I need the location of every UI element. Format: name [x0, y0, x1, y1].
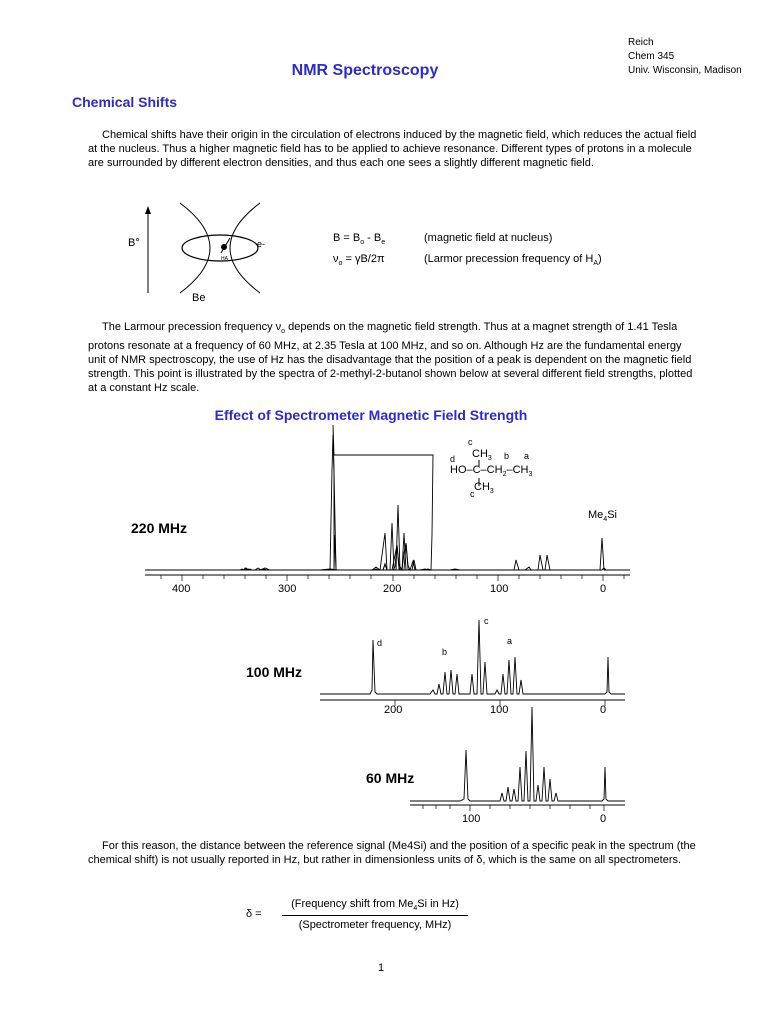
- page-title: NMR Spectroscopy: [291, 62, 439, 79]
- tick-220-0: 0: [600, 583, 607, 595]
- eq2-desc: (Larmor precession frequency of H: [424, 253, 594, 265]
- equation-2-description: [424, 253, 602, 267]
- electron-orbit: [182, 235, 258, 261]
- mol-chain-end-sub: 3: [528, 471, 533, 479]
- ticks-60: [423, 805, 604, 811]
- formula-num-a: (Frequency shift from Me: [291, 898, 414, 910]
- section-title: Chemical Shifts: [72, 94, 178, 110]
- page-number: 1: [378, 962, 385, 974]
- mol-ch3-top-text: CH: [472, 448, 488, 460]
- peak-label-b: b: [442, 647, 448, 657]
- ha-label: HA: [221, 256, 228, 262]
- tick-100-200: 200: [384, 704, 403, 716]
- label-100mhz: 100 MHz: [246, 664, 303, 680]
- mol-d: d: [450, 454, 456, 464]
- header-author: Reich: [628, 37, 654, 48]
- header-course: Chem 345: [628, 51, 675, 62]
- paragraph-2-a: The Larmour precession frequency ν: [102, 321, 282, 333]
- peak-label-d: d: [377, 638, 383, 648]
- mol-b: b: [504, 451, 510, 461]
- figure-title: Effect of Spectrometer Magnetic Field Strength: [214, 407, 528, 423]
- b0-arrowhead: [145, 206, 151, 214]
- be-label: Be: [192, 292, 206, 304]
- eq1-sub-e: e: [381, 239, 386, 247]
- tick-100-0: 0: [600, 704, 607, 716]
- peak-label-a: a: [507, 636, 513, 646]
- mol-ch3-top-sub: 3: [487, 455, 492, 463]
- tick-60-100: 100: [462, 813, 481, 825]
- eq2-lhs: ν: [333, 253, 339, 265]
- mol-a: a: [524, 451, 530, 461]
- tick-220-200: 200: [383, 583, 402, 595]
- induced-field-line-right: [230, 203, 260, 293]
- formula-num-b: Si in Hz): [417, 898, 459, 910]
- tick-220-400: 400: [172, 583, 191, 595]
- peak-label-c: c: [484, 616, 489, 626]
- eq1-mid: - B: [364, 232, 382, 244]
- header-university: Univ. Wisconsin, Madison: [628, 65, 742, 76]
- label-220mhz: 220 MHz: [131, 520, 188, 536]
- induced-field-line-left: [180, 203, 210, 293]
- electron-label: e-: [257, 239, 266, 249]
- mol-chain-end: –CH: [506, 464, 529, 476]
- label-60mhz: 60 MHz: [366, 770, 415, 786]
- equation-1-description: (magnetic field at nucleus): [424, 232, 553, 244]
- formula-denominator: (Spectrometer frequency, MHz): [298, 919, 452, 931]
- paragraph-3: [88, 839, 698, 867]
- electron-circulation-diagram: [120, 198, 290, 308]
- spectrum-220mhz: [140, 425, 640, 595]
- trace-220-main: [145, 543, 630, 570]
- mol-ch3-bot-sub: 3: [489, 488, 494, 496]
- tick-220-100: 100: [490, 583, 509, 595]
- equation-2: [333, 253, 385, 267]
- paragraph-2-sub: o: [281, 328, 286, 336]
- b0-label: B°: [128, 237, 140, 249]
- eq1-sub-o: o: [360, 239, 365, 247]
- spectrum-60mhz: [410, 705, 630, 815]
- formula-numerator: [282, 898, 468, 912]
- tms-sub: 4: [603, 516, 608, 524]
- tick-220-300: 300: [278, 583, 297, 595]
- tms-si: Si: [607, 509, 617, 521]
- eq2-sub-a: A: [593, 260, 599, 268]
- tms-me: Me: [588, 509, 604, 521]
- eq1-lhs: B = B: [333, 232, 361, 244]
- tick-60-0: 0: [600, 813, 607, 825]
- paragraph-2: [88, 320, 698, 395]
- paragraph-2-b: depends on the magnetic field strength. Thus at a magnet strength of 1.41 Tesla protons resonate at a frequency of 60 MHz, at 2.35 Tesla at 100 MHz, and so on. Although Hz are the fundamental energy unit of NMR spectroscopy, the use of Hz has the disadvantage that the position of a peak is dependent on the magnetic field strength. This point is illustrated by the spectra of 2-methyl-2-butanol shown below at several different field strengths, plotted at a constant Hz scale.: [88, 321, 693, 395]
- trace-60: [410, 707, 625, 801]
- paragraph-3-text: For this reason, the distance between the reference signal (Me4Si) and the position of a specific peak in the spectrum (the chemical shift) is not usually reported in Hz, but rather in dimensionless units of δ, which is the same on all spectrometers.: [88, 840, 696, 866]
- mol-chain-text: HO–C–CH: [450, 464, 503, 476]
- equation-1: [333, 232, 385, 246]
- mol-c-top: c: [468, 437, 473, 447]
- eq2-rhs: = γB/2π: [342, 253, 385, 265]
- tick-100-100: 100: [490, 704, 509, 716]
- mol-c-bot: c: [470, 489, 475, 499]
- mol-ch3-bot-text: CH: [474, 481, 490, 493]
- paragraph-1: [88, 128, 698, 170]
- eq2-sub-o: o: [338, 260, 343, 268]
- eq2-close: ): [598, 253, 602, 265]
- ticks-220: [161, 575, 624, 581]
- formula-fraction-bar: [282, 915, 468, 916]
- paragraph-1-text: Chemical shifts have their origin in the circulation of electrons induced by the magnetic field, which reduces the actual field at the nucleus. Thus a higher magnetic field has to be applied to achieve resonance. Different types of protons in a molecule are surrounded by different electron densities, and thus each one sees a slightly different magnetic field.: [88, 129, 697, 169]
- mol-chain-sub: 2: [502, 471, 507, 479]
- trace-100: [320, 620, 625, 694]
- formula-num-sub: 4: [413, 905, 418, 913]
- formula-delta: δ =: [246, 908, 262, 920]
- spectrum-100mhz: [320, 612, 630, 712]
